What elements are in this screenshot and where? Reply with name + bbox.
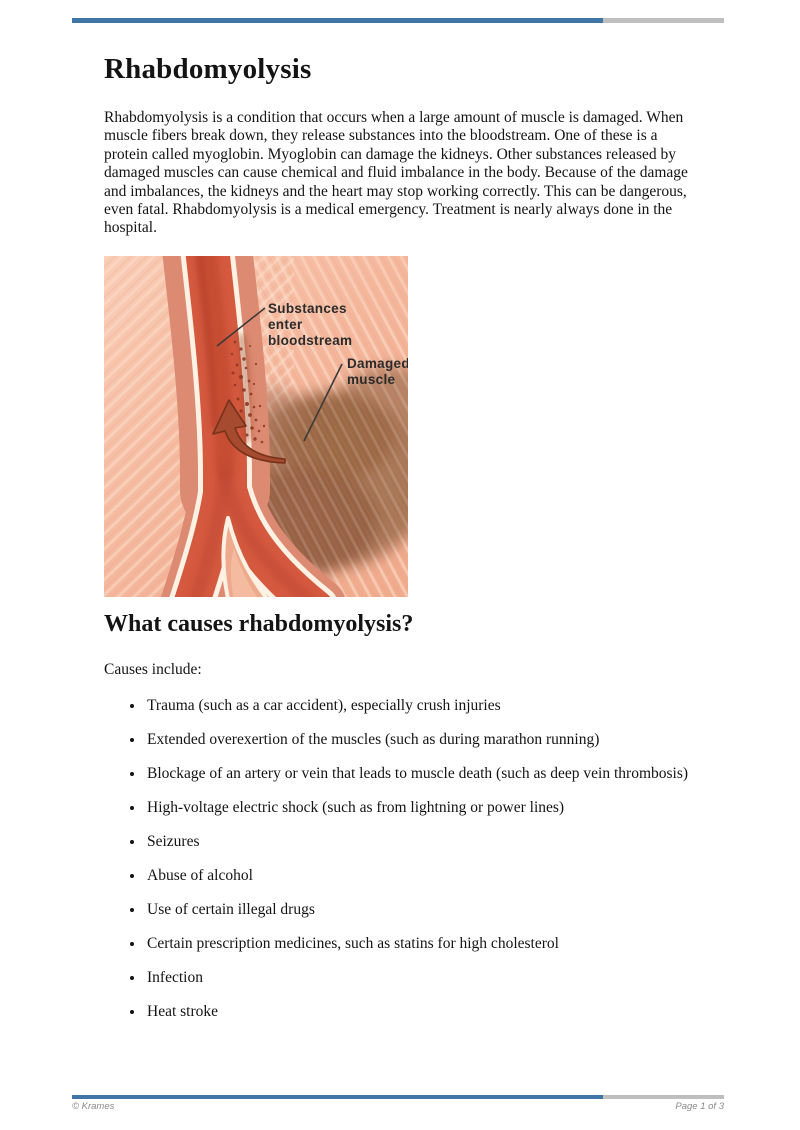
causes-list (104, 696, 739, 1036)
intro-paragraph: Rhabdomyolysis is a condition that occurs when a large amount of muscle is damaged. When muscle fibers break down, they release substances into the bloodstream. One of these is a protein called myoglobin. Myoglobin can damage the kidneys. Other substances released by damaged muscles can cause chemical and fluid imbalance in the body. Because of the damage and imbalances, the kidneys and the heart may stop working correctly. This can be dangerous, even fatal. Rhabdomyolysis is a medical emergency. Treatment is nearly always done in the hospital. (104, 109, 688, 237)
figure-damaged-muscle-bloodstream (104, 256, 408, 597)
cause-item: • Trauma (such as a car accident), especially crush injuries (145, 696, 739, 715)
footer-copyright: © Krames (72, 1101, 115, 1112)
vessel-illustration (104, 256, 408, 597)
footer-rule-bar (72, 1095, 724, 1099)
cause-item: • Blockage of an artery or vein that leads to muscle death (such as deep vein thrombosis) (145, 764, 739, 783)
section-heading-causes: What causes rhabdomyolysis? (104, 611, 414, 637)
cause-item: • Certain prescription medicines, such as statins for high cholesterol (145, 934, 739, 953)
cause-item: • Use of certain illegal drugs (145, 900, 739, 919)
svg-text:Damaged: Damaged (347, 356, 408, 371)
footer-rule-gray-segment (603, 1095, 724, 1099)
cause-item: • Seizures (145, 832, 739, 851)
cause-item: • Extended overexertion of the muscles (such as during marathon running) (145, 730, 739, 749)
causes-lead-text: Causes include: (104, 661, 202, 678)
cause-item: • High-voltage electric shock (such as from lightning or power lines) (145, 798, 739, 817)
svg-text:muscle: muscle (347, 372, 396, 387)
svg-text:enter: enter (268, 317, 303, 332)
cause-item: • Heat stroke (145, 1002, 739, 1021)
header-rule-bar (72, 18, 724, 23)
svg-text:Substances: Substances (268, 301, 347, 316)
footer (72, 1101, 724, 1112)
page-title: Rhabdomyolysis (104, 53, 312, 85)
header-rule-blue-segment (72, 18, 603, 23)
footer-rule-blue-segment (72, 1095, 603, 1099)
cause-item: • Infection (145, 968, 739, 987)
footer-page-number: Page 1 of 3 (675, 1101, 724, 1112)
cause-item: • Abuse of alcohol (145, 866, 739, 885)
svg-text:bloodstream: bloodstream (268, 333, 353, 348)
header-rule-gray-segment (603, 18, 724, 23)
